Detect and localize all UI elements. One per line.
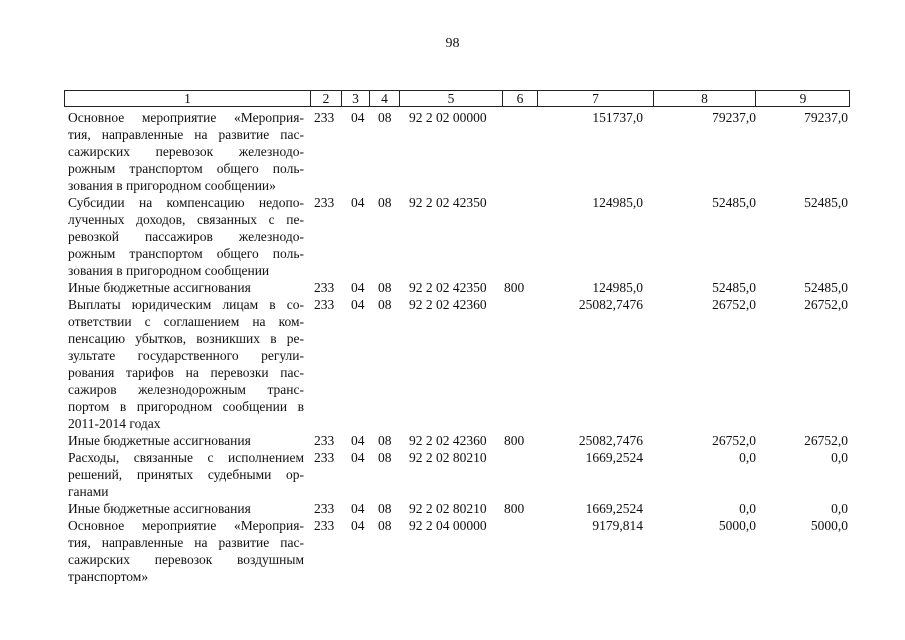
amount-col-9: 0,0 xyxy=(831,501,848,516)
amount-col-7: 151737,0 xyxy=(592,110,643,125)
code-col-4: 08 xyxy=(378,110,392,125)
amount-col-9: 0,0 xyxy=(831,450,848,465)
code-col-2: 233 xyxy=(314,110,335,125)
amount-col-7: 124985,0 xyxy=(592,195,643,210)
code-col-3: 04 xyxy=(351,110,365,125)
code-col-2: 233 xyxy=(314,501,335,516)
code-col-3: 04 xyxy=(351,450,365,465)
row-name-line: Основное мероприятие «Мероприя- xyxy=(68,518,304,533)
code-col-3: 04 xyxy=(351,501,365,516)
amount-col-8: 26752,0 xyxy=(712,433,756,448)
row-name-line: лученных доходов, связанных с пе- xyxy=(68,212,304,227)
expense-type: 800 xyxy=(504,280,525,295)
row-name-line: портом в пригородном сообщении в xyxy=(68,399,304,414)
amount-col-9: 79237,0 xyxy=(804,110,848,125)
code-col-4: 08 xyxy=(378,297,392,312)
target-article: 92 2 02 80210 xyxy=(409,501,487,516)
row-name xyxy=(68,500,304,517)
code-col-3: 04 xyxy=(351,433,365,448)
amount-col-7: 25082,7476 xyxy=(578,433,643,448)
target-article: 92 2 02 00000 xyxy=(409,110,487,125)
row-name-line: ответствии с соглашением на ком- xyxy=(68,314,304,329)
target-article: 92 2 02 42350 xyxy=(409,195,487,210)
header-col-3: 3 xyxy=(341,91,369,106)
code-col-4: 08 xyxy=(378,450,392,465)
amount-col-7: 1669,2524 xyxy=(585,450,643,465)
target-article: 92 2 02 80210 xyxy=(409,450,487,465)
row-name xyxy=(68,432,304,449)
row-name-line: Основное мероприятие «Мероприя- xyxy=(68,110,304,125)
row-name xyxy=(68,194,304,279)
amount-col-9: 26752,0 xyxy=(804,297,848,312)
amount-col-7: 9179,814 xyxy=(592,518,643,533)
code-col-2: 233 xyxy=(314,450,335,465)
row-name-line: сажирских перевозок воздушным xyxy=(68,552,304,567)
row-name-line: пенсацию убытков, возникших в ре- xyxy=(68,331,304,346)
row-name-line: тия, направленные на развитие пас- xyxy=(68,535,304,550)
header-col-1: 1 xyxy=(184,91,191,106)
row-name-line: рования тарифов на перевозки пас- xyxy=(68,365,304,380)
row-name-line: Расходы, связанные с исполнением xyxy=(68,450,304,465)
amount-col-8: 5000,0 xyxy=(718,518,756,533)
row-name-line: Выплаты юридическим лицам в со- xyxy=(68,297,304,312)
row-name-line: Иные бюджетные ассигнования xyxy=(68,433,251,448)
code-col-2: 233 xyxy=(314,433,335,448)
code-col-2: 233 xyxy=(314,518,335,533)
row-name-line: зования в пригородном сообщении xyxy=(68,263,270,278)
page-number: 98 xyxy=(445,36,460,51)
row-name-line: транспортом» xyxy=(68,569,149,584)
amount-col-9: 52485,0 xyxy=(804,195,848,210)
row-name-line: ревозкой пассажиров железнодо- xyxy=(68,229,304,244)
row-name-line: зования в пригородном сообщении» xyxy=(68,178,276,193)
amount-col-9: 26752,0 xyxy=(804,433,848,448)
amount-col-7: 124985,0 xyxy=(592,280,643,295)
row-name-line: Иные бюджетные ассигнования xyxy=(68,501,251,516)
header-col-5: 5 xyxy=(399,91,502,106)
row-name xyxy=(68,517,304,585)
expense-type: 800 xyxy=(504,433,525,448)
code-col-4: 08 xyxy=(378,518,392,533)
header-col-2: 2 xyxy=(310,91,341,106)
row-name xyxy=(68,449,304,500)
code-col-3: 04 xyxy=(351,518,365,533)
row-name-line: зультате государственного регули- xyxy=(68,348,304,363)
amount-col-8: 0,0 xyxy=(739,450,756,465)
code-col-4: 08 xyxy=(378,280,392,295)
code-col-2: 233 xyxy=(314,195,335,210)
amount-col-9: 5000,0 xyxy=(810,518,848,533)
row-name-line: рожным транспортом общего поль- xyxy=(68,161,304,176)
expense-type: 800 xyxy=(504,501,525,516)
row-name-line: Иные бюджетные ассигнования xyxy=(68,280,251,295)
target-article: 92 2 02 42350 xyxy=(409,280,487,295)
row-name-line: рожным транспортом общего поль- xyxy=(68,246,304,261)
code-col-2: 233 xyxy=(314,280,335,295)
row-name-line: сажирских перевозок железнодо- xyxy=(68,144,304,159)
row-name xyxy=(68,296,304,432)
amount-col-8: 52485,0 xyxy=(712,280,756,295)
table-header-row xyxy=(64,90,850,107)
row-name xyxy=(68,279,304,296)
amount-col-7: 1669,2524 xyxy=(585,501,643,516)
code-col-4: 08 xyxy=(378,433,392,448)
amount-col-7: 25082,7476 xyxy=(578,297,643,312)
row-name-line: тия, направленные на развитие пас- xyxy=(68,127,304,142)
amount-col-8: 52485,0 xyxy=(712,195,756,210)
amount-col-9: 52485,0 xyxy=(804,280,848,295)
row-name xyxy=(68,109,304,194)
header-col-6: 6 xyxy=(502,91,537,106)
header-col-4: 4 xyxy=(369,91,399,106)
target-article: 92 2 04 00000 xyxy=(409,518,487,533)
amount-col-8: 26752,0 xyxy=(712,297,756,312)
amount-col-8: 0,0 xyxy=(739,501,756,516)
code-col-4: 08 xyxy=(378,501,392,516)
target-article: 92 2 02 42360 xyxy=(409,433,487,448)
header-col-7: 7 xyxy=(537,91,653,106)
target-article: 92 2 02 42360 xyxy=(409,297,487,312)
code-col-4: 08 xyxy=(378,195,392,210)
row-name-line: 2011-2014 годах xyxy=(68,416,161,431)
code-col-2: 233 xyxy=(314,297,335,312)
row-name-line: Субсидии на компенсацию недопо- xyxy=(68,195,304,210)
row-name-line: решений, принятых судебными ор- xyxy=(68,467,304,482)
code-col-3: 04 xyxy=(351,280,365,295)
header-col-9: 9 xyxy=(755,91,850,106)
row-name-line: ганами xyxy=(68,484,109,499)
amount-col-8: 79237,0 xyxy=(712,110,756,125)
row-name-line: сажиров железнодорожным транс- xyxy=(68,382,304,397)
header-col-8: 8 xyxy=(653,91,755,106)
code-col-3: 04 xyxy=(351,297,365,312)
code-col-3: 04 xyxy=(351,195,365,210)
